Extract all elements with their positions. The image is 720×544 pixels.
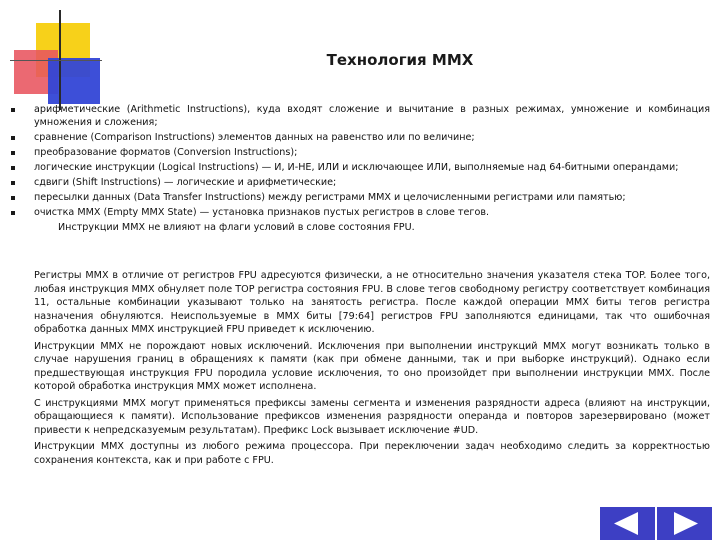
list-item <box>10 146 710 159</box>
bullet-square-icon <box>11 108 15 112</box>
list-item <box>10 206 710 219</box>
arrow-left-icon <box>600 507 656 540</box>
slide-title: Технология MMX <box>326 51 474 69</box>
slide-body <box>34 269 710 470</box>
list-item <box>10 131 710 144</box>
corner-decoration-blue-square <box>48 58 100 104</box>
list-item-text: сравнение (Comparison Instructions) элементов данных на равенство или по величине; <box>34 132 475 143</box>
paragraph-registers: Регистры MMX в отличие от регистров FPU адресуются физически, а не относительно значения указателя стека TOP. Более того, любая инструкция MMX обнуляет поле TOP регистра состояния FPU. В слове тегов свободному регистру соответствует комбинация 11, остальные комбинации указывают только на занятость регистра. После каждой операции MMX биты тегов регистра назначения обнуляются. Неиспользуемые в MMX биты [79:64] регистров FPU заполняются единицами, так что ошибочная обработка данных MMX инструкцией FPU приведет к исключению. <box>34 270 710 335</box>
next-slide-button[interactable] <box>656 507 712 540</box>
corner-decoration-horizontal-line <box>10 60 102 61</box>
list-item <box>10 103 710 129</box>
previous-slide-button[interactable] <box>600 507 656 540</box>
list-item-text: сдвиги (Shift Instructions) — логические и арифметические; <box>34 177 337 188</box>
list-item <box>10 176 710 189</box>
list-item-text: преобразование форматов (Conversion Instructions); <box>34 147 298 158</box>
paragraph-exceptions: Инструкции MMX не порождают новых исключений. Исключения при выполнении инструкций MMX могут возникать только в случае нарушения границ в обращениях к памяти (как при обмене данными, так и при выборке инструкций). Однако если предшествующая инструкция FPU породила условие исключения, то оно произойдет при выполнении инструкции MMX. После которой обработка инструкция MMX может исполнена. <box>34 340 710 392</box>
list-item-text: пересылки данных (Data Transfer Instructions) между регистрами MMX и целочисленными регистрами или памятью; <box>34 192 626 203</box>
list-item-text: очистка MMX (Empty MMX State) — установка признаков пустых регистров в слове тегов. <box>34 207 490 218</box>
arrow-right-icon <box>656 507 712 540</box>
bullet-square-icon <box>11 181 15 185</box>
bullet-square-icon <box>11 151 15 155</box>
bullet-square-icon <box>11 196 15 200</box>
list-item-text: арифметические (Arithmetic Instructions), куда входят сложение и вычитание в разных режимах, умножение и комбинация умножения и сложения; <box>34 104 710 128</box>
paragraph-modes: Инструкции MMX доступны из любого режима процессора. При переключении задач необходимо следить за корректностью сохранения контекста, как и при работе с FPU. <box>34 441 710 466</box>
bullet-square-icon <box>11 136 15 140</box>
bullet-square-icon <box>11 211 15 215</box>
instruction-categories-list <box>10 103 710 234</box>
paragraph-prefixes: С инструкциями MMX могут применяться префиксы замены сегмента и изменения разрядности адреса (влияют на инструкции, обращающиеся к памяти). Использование префиксов изменения разрядности операнда и повторов зарезервировано (может привести к непредсказуемым результатам). Префикс Lock вызывает исключение #UD. <box>34 397 710 436</box>
list-item <box>10 191 710 204</box>
list-item <box>10 161 710 174</box>
list-item-text: логические инструкции (Logical Instructions) — И, И-НЕ, ИЛИ и исключающее ИЛИ, выполняемые над 64-битными операндами; <box>34 162 679 173</box>
bullet-square-icon <box>11 166 15 170</box>
flags-note: Инструкции MMX не влияют на флаги условий в слове состояния FPU. <box>58 222 415 233</box>
